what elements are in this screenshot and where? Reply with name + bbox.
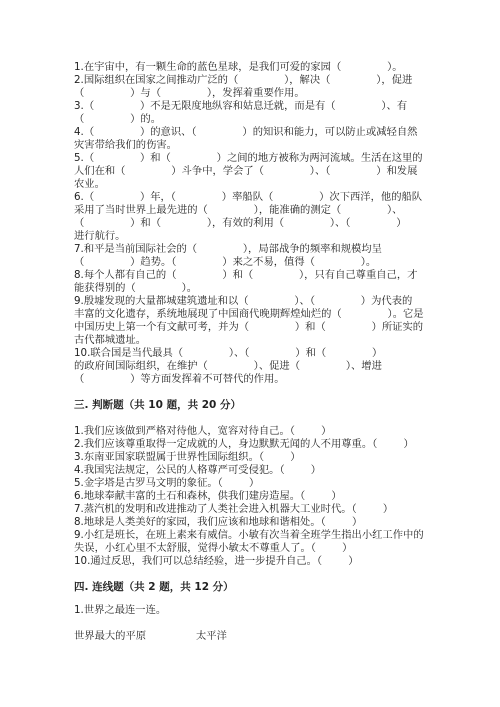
match-right-item: 太平洋 [196, 630, 227, 642]
fill-line-19: 9.殷墟发现的大量都城建筑遗址和以（ ）、（ ）为代表的 [74, 295, 413, 307]
fill-line-4: 3.（ ）不是无限度地纵容和姑息迁就，而是有（ ）、有 [74, 100, 408, 112]
fill-line-8: 5.（ ）和（ ）之间的地方被称为两河流域。生活在这里的 [74, 152, 423, 164]
judge-line-1: 1.我们应该做到严格对待他人，宽容对待自己。（ ） [74, 425, 332, 437]
fill-line-17: 8.每个人都有自己的（ ）和（ ），只有自己尊重自己，才 [74, 269, 418, 281]
judge-line-5: 5.金字塔是古罗马文明的象征。（ ） [74, 477, 260, 489]
judge-line-6: 6.地球奉献丰富的土石和森林，供我们建房造屋。（ ） [74, 490, 342, 502]
fill-line-9: 人们在和（ ）斗争中，学会了（ ）、（ ）和发展 [74, 165, 418, 177]
judge-line-3: 3.东南亚国家联盟属于世界性国际组织。（ ） [74, 451, 301, 463]
fill-line-18: 能获得别的（ ）。 [74, 282, 198, 294]
judge-line-8: 8.地球是人类美好的家园，我们应该和地球和谐相处。（ ） [74, 516, 363, 528]
fill-line-20: 丰富的文化遗存，系统地展现了中国商代晚期辉煌灿烂的（ ）。它是 [74, 308, 424, 320]
section-match-title: 四. 连线题（共 2 题，共 12 分） [74, 581, 234, 593]
fill-line-13: （ ）和（ ），有效的利用（ ）、（ ） [74, 217, 407, 229]
fill-line-3: （ ）与（ ），发挥着重要作用。 [74, 87, 305, 99]
fill-line-15: 7.和平是当前国际社会的（ ），局部战争的频率和规模均呈 [74, 243, 382, 255]
fill-line-5: （ ）的。 [74, 113, 162, 125]
fill-line-25: （ ）等方面发挥着不可替代的作用。 [74, 373, 285, 385]
fill-line-12: 采用了当时世界上最先进的（ ），能准确的测定（ ）、 [74, 204, 403, 216]
fill-line-11: 6.（ ）年，（ ）率船队（ ）次下西洋，他的船队 [74, 191, 423, 203]
fill-line-6: 4.（ ）的意识、（ ）的知识和能力，可以防止或减轻自然 [74, 126, 418, 138]
fill-line-21: 中国历史上第一个有文献可考，并为（ ）和（ ）所证实的 [74, 321, 424, 333]
judge-line-4: 4.我国宪法规定，公民的人格尊严可受侵犯。（ ） [74, 464, 322, 476]
fill-line-7: 灾害带给我们的伤害。 [74, 139, 177, 151]
fill-line-10: 农业。 [74, 178, 105, 190]
judge-line-9: 9.小红是班长，在班上素来有威信。小敏有次当着全班学生指出小红工作中的 [74, 529, 424, 541]
match-question: 1.世界之最连一连。 [74, 604, 167, 616]
fill-line-1: 1.在宇宙中，有一颗生命的蓝色星球，是我们可爱的家园（ ）。 [74, 61, 403, 73]
judge-line-7: 7.蒸汽机的发明和改进推动了人类社会进入机器大工业时代。（ ） [74, 503, 394, 515]
match-left-item: 世界最大的平原 [74, 630, 147, 642]
fill-line-22: 古代都城遗址。 [74, 334, 147, 346]
section-judge-title: 三. 判断题（共 10 题，共 20 分） [74, 399, 241, 411]
judge-line-2: 2.我们应该尊重取得一定成就的人，身边默默无闻的人不用尊重。（ ） [74, 438, 414, 450]
fill-line-23: 10.联合国是当代最具（ ）、（ ）和（ ） [74, 347, 383, 359]
fill-line-14: 进行航行。 [74, 230, 126, 242]
fill-line-16: （ ）趋势。（ ）来之不易，值得（ ）。 [74, 256, 377, 268]
fill-line-24: 的政府间国际组织，在维护（ ）、促进（ ）、增进 [74, 360, 382, 372]
judge-line-10: 失误，小红心里不太舒服，觉得小敏太不尊重人了。（ ） [74, 542, 353, 554]
judge-line-11: 10.通过反思，我们可以总结经验，进一步提升自己。（ ） [74, 555, 359, 567]
fill-line-2: 2.国际组织在国家之间推动广泛的（ ），解决（ ），促进 [74, 74, 413, 86]
